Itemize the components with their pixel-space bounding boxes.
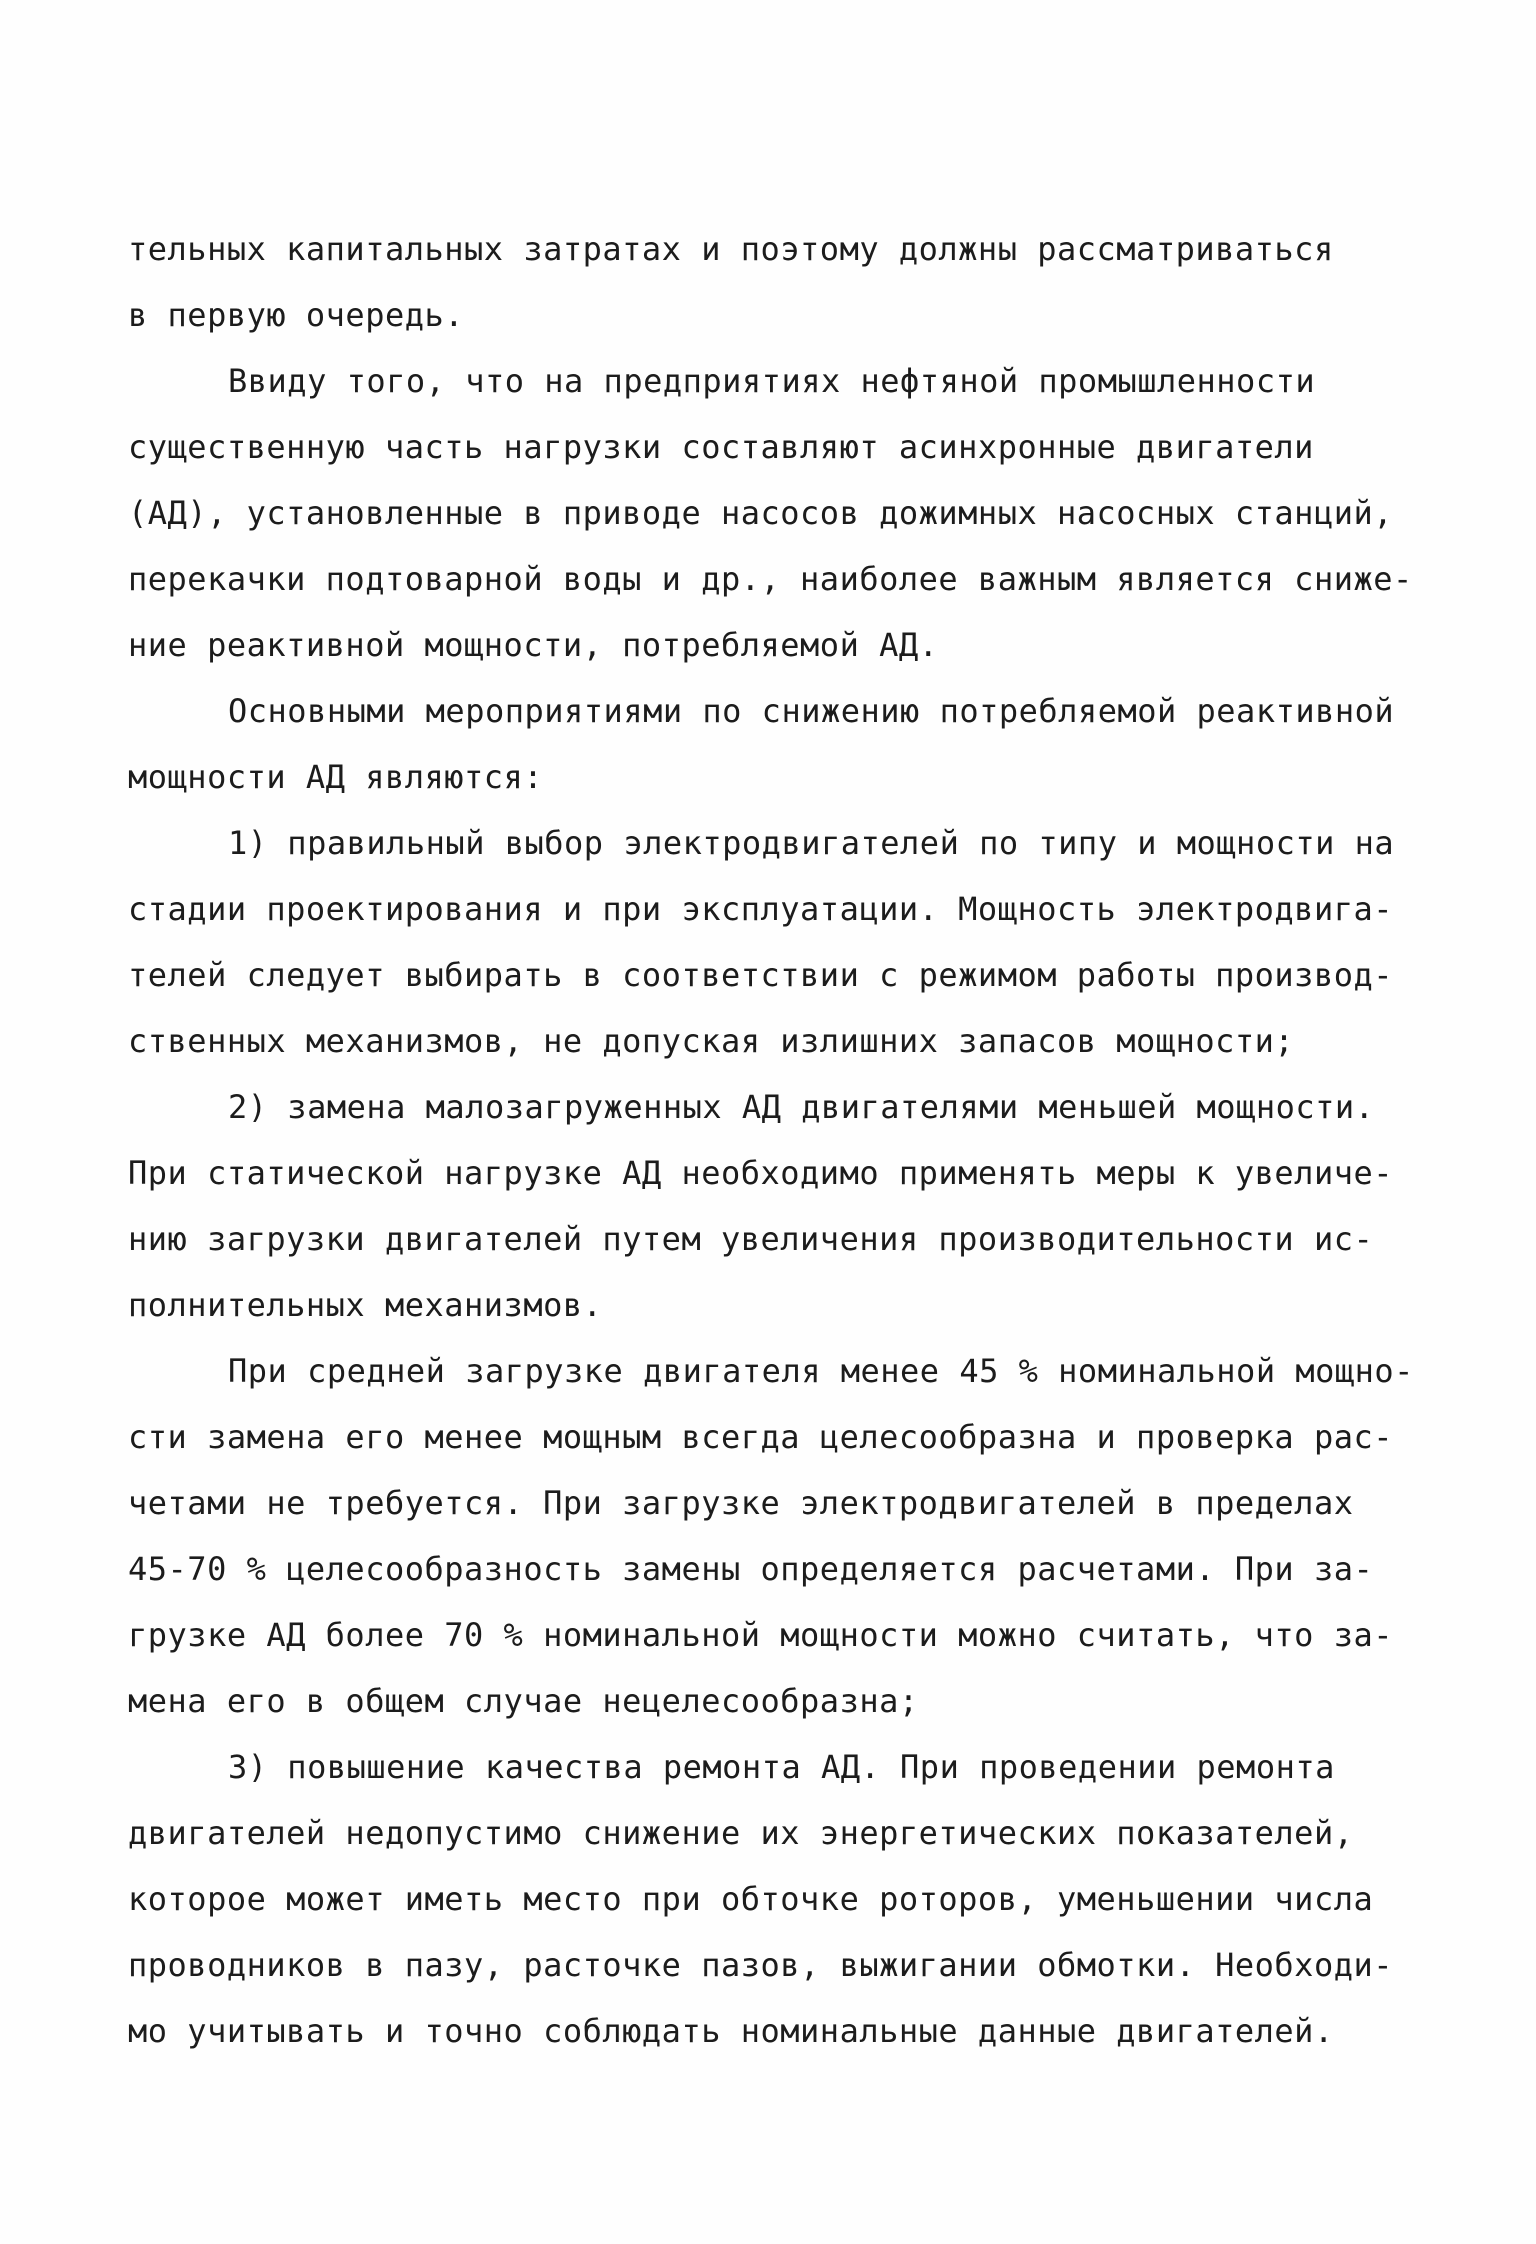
text-line: проводников в пазу, расточке пазов, выжигании обмотки. Необходи- [128,1946,1393,1984]
text-line: перекачки подтоварной воды и др., наиболее важным является сниже- [128,560,1413,598]
text-line: в первую очередь. [128,296,465,334]
text-line: ственных механизмов, не допуская излишних запасов мощности; [128,1022,1295,1060]
text-line: полнительных механизмов. [128,1286,603,1324]
text-line: (АД), установленные в приводе насосов дожимных насосных станций, [128,494,1393,532]
paragraph-start: Основными мероприятиями по снижению потребляемой реактивной [228,692,1395,730]
text-line: При статической нагрузке АД необходимо применять меры к увеличе- [128,1154,1393,1192]
list-item-1-start: 1) правильный выбор электродвигателей по типу и мощности на [228,824,1395,862]
text-line: мена его в общем случае нецелесообразна; [128,1682,919,1720]
text-line: двигателей недопустимо снижение их энергетических показателей, [128,1814,1354,1852]
paragraph-start: При средней загрузке двигателя менее 45 % номинальной мощно- [228,1352,1414,1390]
text-line: мо учитывать и точно соблюдать номинальные данные двигателей. [128,2012,1334,2050]
list-item-2-start: 2) замена малозагруженных АД двигателями меньшей мощности. [228,1088,1375,1126]
text-line: грузке АД более 70 % номинальной мощности можно считать, что за- [128,1616,1393,1654]
text-line: стадии проектирования и при эксплуатации. Мощность электродвига- [128,890,1393,928]
text-line: телей следует выбирать в соответствии с режимом работы производ- [128,956,1393,994]
text-line: 45-70 % целесообразность замены определяется расчетами. При за- [128,1550,1374,1588]
text-line: тельных капитальных затратах и поэтому должны рассматриваться [128,230,1334,268]
text-line: мощности АД являются: [128,758,544,796]
text-line: которое может иметь место при обточке роторов, уменьшении числа [128,1880,1374,1918]
text-line: четами не требуется. При загрузке электродвигателей в пределах [128,1484,1354,1522]
document-body [128,216,1418,2064]
list-item-3-start: 3) повышение качества ремонта АД. При проведении ремонта [228,1748,1335,1786]
text-line: нию загрузки двигателей путем увеличения производительности ис- [128,1220,1374,1258]
paragraph-start: Ввиду того, что на предприятиях нефтяной промышленности [228,362,1316,400]
text-line: ние реактивной мощности, потребляемой АД. [128,626,939,664]
text-line: сти замена его менее мощным всегда целесообразна и проверка рас- [128,1418,1393,1456]
text-line: существенную часть нагрузки составляют асинхронные двигатели [128,428,1314,466]
